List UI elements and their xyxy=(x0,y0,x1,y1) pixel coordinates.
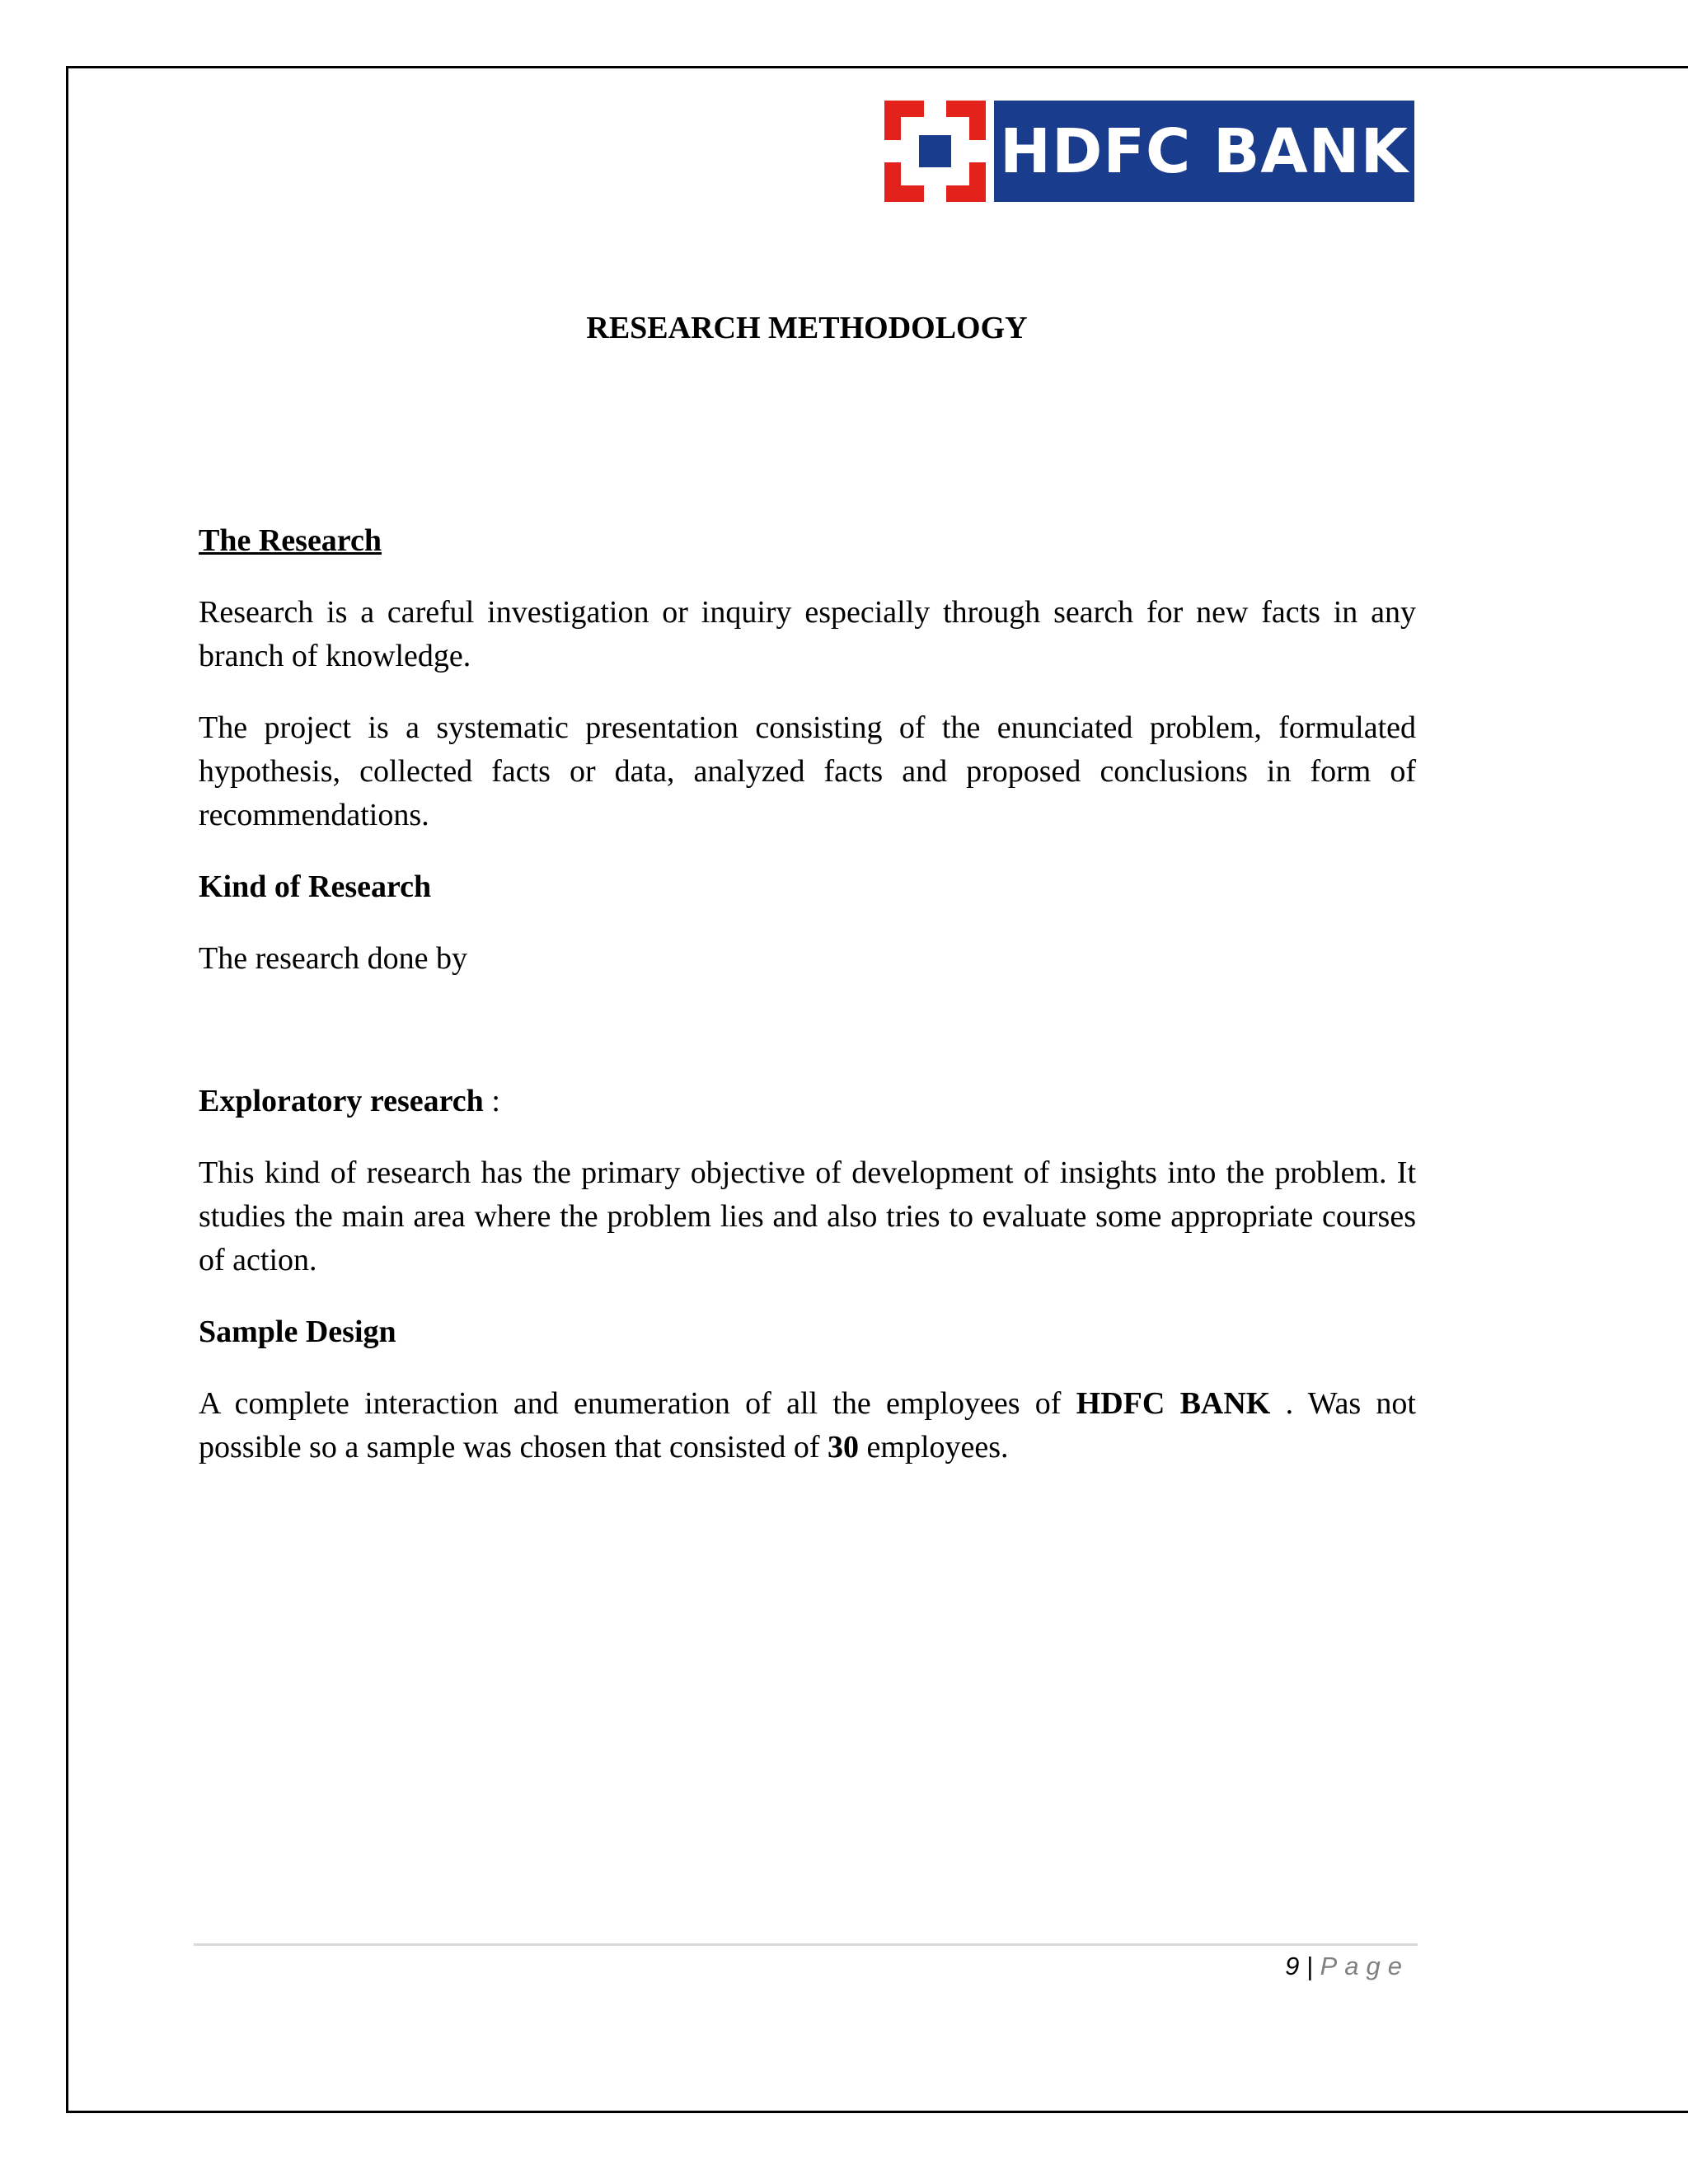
paragraph-sample-design xyxy=(199,1382,1416,1469)
sample-employee-count: 30 xyxy=(828,1430,860,1465)
exploratory-heading-text: Exploratory research xyxy=(199,1084,484,1118)
sample-bank-name: HDFC BANK xyxy=(1076,1386,1271,1421)
hdfc-logo-icon xyxy=(884,101,986,202)
section-heading-the-research xyxy=(199,519,1416,563)
page-label: Page xyxy=(1320,1952,1409,1980)
page-footer xyxy=(1285,1948,1409,1985)
exploratory-heading-colon: : xyxy=(483,1084,500,1118)
sample-text-part-2: . Was not possible so a sample was chosen that consisted of xyxy=(199,1386,1416,1465)
page-number-separator: | xyxy=(1299,1952,1320,1980)
hdfc-bank-logo xyxy=(884,101,1414,202)
page-number: 9 xyxy=(1285,1952,1300,1980)
paragraph-exploratory-description: This kind of research has the primary objective of development of insights into the problem. It studies the main area where the problem lies and also tries to evaluate some appropriate courses of action. xyxy=(199,1155,1416,1277)
paragraph-research-done-by: The research done by xyxy=(199,941,468,976)
the-research-heading-text: The Research xyxy=(199,523,382,558)
section-heading-sample-design: Sample Design xyxy=(199,1315,396,1349)
paragraph-research-definition: Research is a careful investigation or inquiry especially through search for new facts in any branch of knowledge. xyxy=(199,595,1416,673)
sample-text-part-1: A complete interaction and enumeration of all the employees of xyxy=(199,1386,1076,1421)
spacer xyxy=(199,1009,1416,1080)
page-title: RESEARCH METHODOLOGY xyxy=(586,311,1028,345)
section-heading-kind-of-research: Kind of Research xyxy=(199,869,432,904)
sample-text-part-3: employees. xyxy=(859,1430,1009,1465)
section-heading-exploratory-research xyxy=(199,1080,1416,1123)
footer-divider xyxy=(194,1943,1418,1946)
logo-wordmark: HDFC BANK xyxy=(994,101,1414,202)
document-body xyxy=(199,519,1416,1497)
paragraph-project-description: The project is a systematic presentation consisting of the enunciated problem, formulated hypothesis, collected facts or data, analyzed facts and proposed conclusions in form of recommendations. xyxy=(199,710,1416,832)
